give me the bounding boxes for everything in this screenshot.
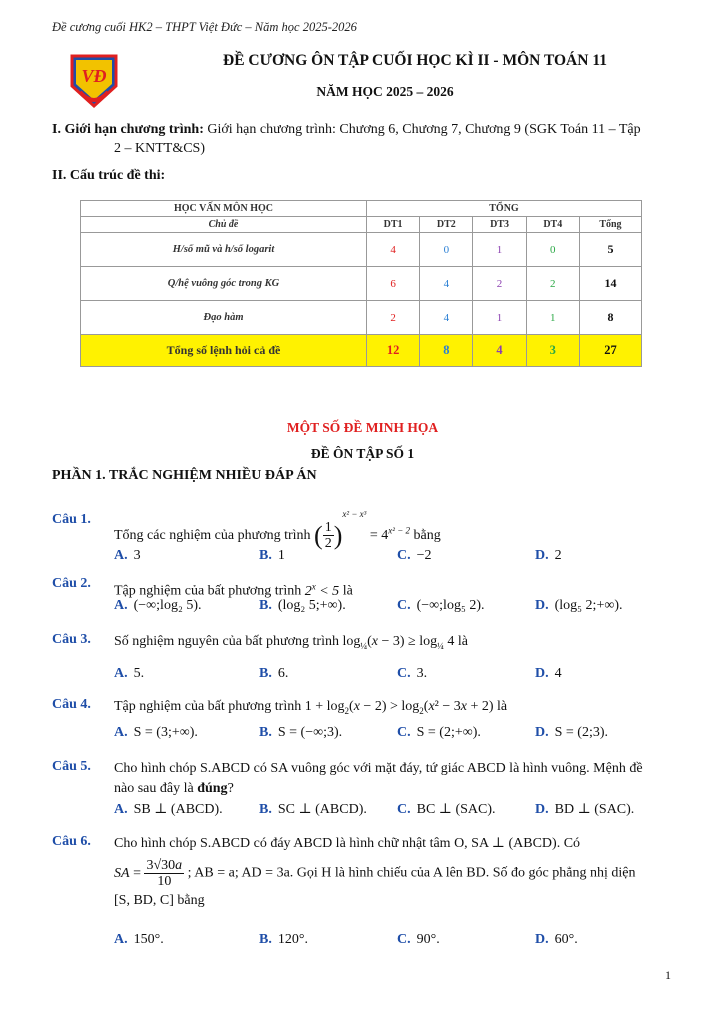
school-logo-icon	[66, 52, 122, 110]
section-scope	[52, 120, 677, 158]
question-text: Cho hình chóp S.ABCD có SA vuông góc với mặt đáy, tứ giác ABCD là hình vuông. Mệnh đề nào sau đây là đúng?	[114, 761, 643, 796]
option-a[interactable]: A. SB ⊥ (ABCD).	[114, 802, 223, 817]
school-year: NĂM HỌC 2025 – 2026	[316, 84, 454, 99]
question-number: Câu 4.	[52, 697, 91, 712]
question-4	[52, 697, 677, 749]
cell-dt4: 0	[526, 233, 579, 267]
option-b[interactable]: B. 1	[259, 548, 285, 563]
question-6	[52, 834, 677, 954]
answer-options	[114, 598, 674, 618]
row-topic: Đạo hàm	[81, 301, 367, 335]
table-subheader-topic: Chủ đề	[81, 217, 367, 233]
question-number: Câu 1.	[52, 512, 91, 527]
cell-dt3: 1	[473, 233, 526, 267]
cell-total: 8	[579, 301, 641, 335]
column-dt2: DT2	[420, 217, 473, 233]
question-text: Tập nghiệm của bất phương trình $2^x < 5$ là	[114, 581, 353, 599]
option-a[interactable]: A. 3	[114, 548, 141, 563]
svg-text:VĐ: VĐ	[81, 66, 107, 86]
option-c[interactable]: C. S = (2;+∞).	[397, 725, 481, 740]
question-text: Tổng các nghiệm của phương trình ( $\frac{1}{2}$ )$^{x^2 - x^3} = 4^{x^2 - 2}$ bằng	[114, 509, 441, 552]
cell-dt3: 1	[473, 301, 526, 335]
equation: $\log_{\frac{1}{4}}(x - 3) \ge \log_{\frac{1}{4}} 4$	[342, 634, 455, 651]
part1-heading: PHẦN 1. TRẮC NGHIỆM NHIỀU ĐÁP ÁN	[52, 468, 317, 483]
option-d[interactable]: D. S = (2;3).	[535, 725, 609, 740]
option-b[interactable]: B. 120°.	[259, 932, 308, 947]
total-dt3: 4	[473, 335, 526, 367]
option-d[interactable]: D. 4	[535, 666, 562, 681]
question-2	[52, 576, 677, 624]
column-dt3: DT3	[473, 217, 526, 233]
row-topic: H/số mũ và h/số logarit	[81, 233, 367, 267]
question-3	[52, 632, 677, 688]
row-topic: Q/hệ vuông góc trong KG	[81, 267, 367, 301]
equation: $2^x < 5$	[304, 581, 340, 599]
cell-total: 14	[579, 267, 641, 301]
cell-dt1: 4	[367, 233, 420, 267]
table-row	[81, 233, 642, 267]
column-dt4: DT4	[526, 217, 579, 233]
option-c[interactable]: C. 90°.	[397, 932, 440, 947]
total-dt1: 12	[367, 335, 420, 367]
option-b[interactable]: B. SC ⊥ (ABCD).	[259, 802, 367, 817]
option-d[interactable]: D. 60°.	[535, 932, 578, 947]
option-a[interactable]: A. 5.	[114, 666, 145, 681]
question-text: Số nghiệm nguyên của bất phương trình $\log_{\frac{1}{4}}(x - 3) \ge \log_{\frac{1}{4}} 4$ là	[114, 634, 468, 651]
table-row	[81, 301, 642, 335]
question-number: Câu 5.	[52, 759, 91, 774]
equation: $1 + \log_2(x - 2) > \log_2(x^2 - 3x + 2)$	[304, 699, 494, 716]
option-c[interactable]: C. −2	[397, 548, 432, 563]
total-dt4: 3	[526, 335, 579, 367]
question-5	[52, 759, 677, 823]
table-total-row	[81, 335, 642, 367]
document-title: ĐỀ CƯƠNG ÔN TẬP CUỐI HỌC KÌ II - MÔN TOÁN 11	[223, 52, 607, 69]
option-c[interactable]: C. 3.	[397, 666, 428, 681]
question-text: Tập nghiệm của bất phương trình $1 + \log_2(x - 2) > \log_2(x^2 - 3x + 2)$ là	[114, 699, 508, 716]
answer-options	[114, 801, 674, 821]
answer-options	[114, 932, 674, 952]
question-number: Câu 6.	[52, 834, 91, 849]
total-overall: 27	[579, 335, 641, 367]
cell-dt2: 0	[420, 233, 473, 267]
option-d[interactable]: D. (log₅ 2;+∞).	[535, 598, 623, 613]
equation: ( $\frac{1}{2}$ )$^{x^2 - x^3} = 4^{x^2 - 2}$	[314, 509, 411, 552]
samples-heading: MỘT SỐ ĐỀ MINH HỌA	[286, 420, 439, 435]
question-1	[52, 500, 677, 570]
column-total: Tổng	[579, 217, 641, 233]
total-dt2: 8	[420, 335, 473, 367]
question-text: Cho hình chóp S.ABCD có đáy ABCD là hình chữ nhật tâm O, SA ⊥ (ABCD). Có SA = $\frac{3√30a}{10}$ ; AB = a; AD = 3a. Gọi H là hình chiếu của A lên BD. Số đo góc phẳng nhị diện [S, BD, C] bằng	[114, 836, 636, 908]
cell-dt2: 4	[420, 267, 473, 301]
cell-dt3: 2	[473, 267, 526, 301]
cell-dt4: 2	[526, 267, 579, 301]
total-row-label: Tổng số lệnh hỏi cả đề	[81, 335, 367, 367]
option-a[interactable]: A. 150°.	[114, 932, 164, 947]
option-d[interactable]: D. 2	[535, 548, 562, 563]
option-a[interactable]: A. (−∞;log₂ 5).	[114, 598, 202, 613]
option-d[interactable]: D. BD ⊥ (SAC).	[535, 802, 635, 817]
section-structure-label: II. Cấu trúc đề thi:	[52, 168, 166, 183]
section-scope-text-cont: 2 – KNTT&CS)	[114, 141, 205, 156]
question-number: Câu 3.	[52, 632, 91, 647]
exam-heading: ĐỀ ÔN TẬP SỐ 1	[310, 446, 415, 461]
answer-options	[114, 666, 674, 686]
cell-dt2: 4	[420, 301, 473, 335]
table-header-right: TỔNG	[367, 201, 642, 217]
column-dt1: DT1	[367, 217, 420, 233]
table-header-left: HỌC VẤN MÔN HỌC	[81, 201, 367, 217]
exam-structure-table	[80, 200, 642, 367]
cell-dt1: 6	[367, 267, 420, 301]
option-c[interactable]: C. BC ⊥ (SAC).	[397, 802, 496, 817]
running-header: Đề cương cuối HK2 – THPT Việt Đức – Năm học 2025-2026	[52, 20, 357, 34]
page-number: 1	[665, 968, 671, 982]
cell-dt1: 2	[367, 301, 420, 335]
section-scope-text: Giới hạn chương trình: Chương 6, Chương 7, Chương 9 (SGK Toán 11 – Tập	[207, 122, 641, 137]
option-b[interactable]: B. 6.	[259, 666, 289, 681]
option-b[interactable]: B. S = (−∞;3).	[259, 725, 343, 740]
table-row	[81, 267, 642, 301]
answer-options	[114, 725, 674, 745]
cell-dt4: 1	[526, 301, 579, 335]
section-scope-label: I. Giới hạn chương trình:	[52, 122, 204, 137]
equation: SA = $\frac{3√30a}{10}$	[114, 858, 183, 889]
option-b[interactable]: B. (log₂ 5;+∞).	[259, 598, 346, 613]
answer-options	[114, 548, 674, 568]
option-a[interactable]: A. S = (3;+∞).	[114, 725, 198, 740]
cell-total: 5	[579, 233, 641, 267]
option-c[interactable]: C. (−∞;log₅ 2).	[397, 598, 485, 613]
question-number: Câu 2.	[52, 576, 91, 591]
